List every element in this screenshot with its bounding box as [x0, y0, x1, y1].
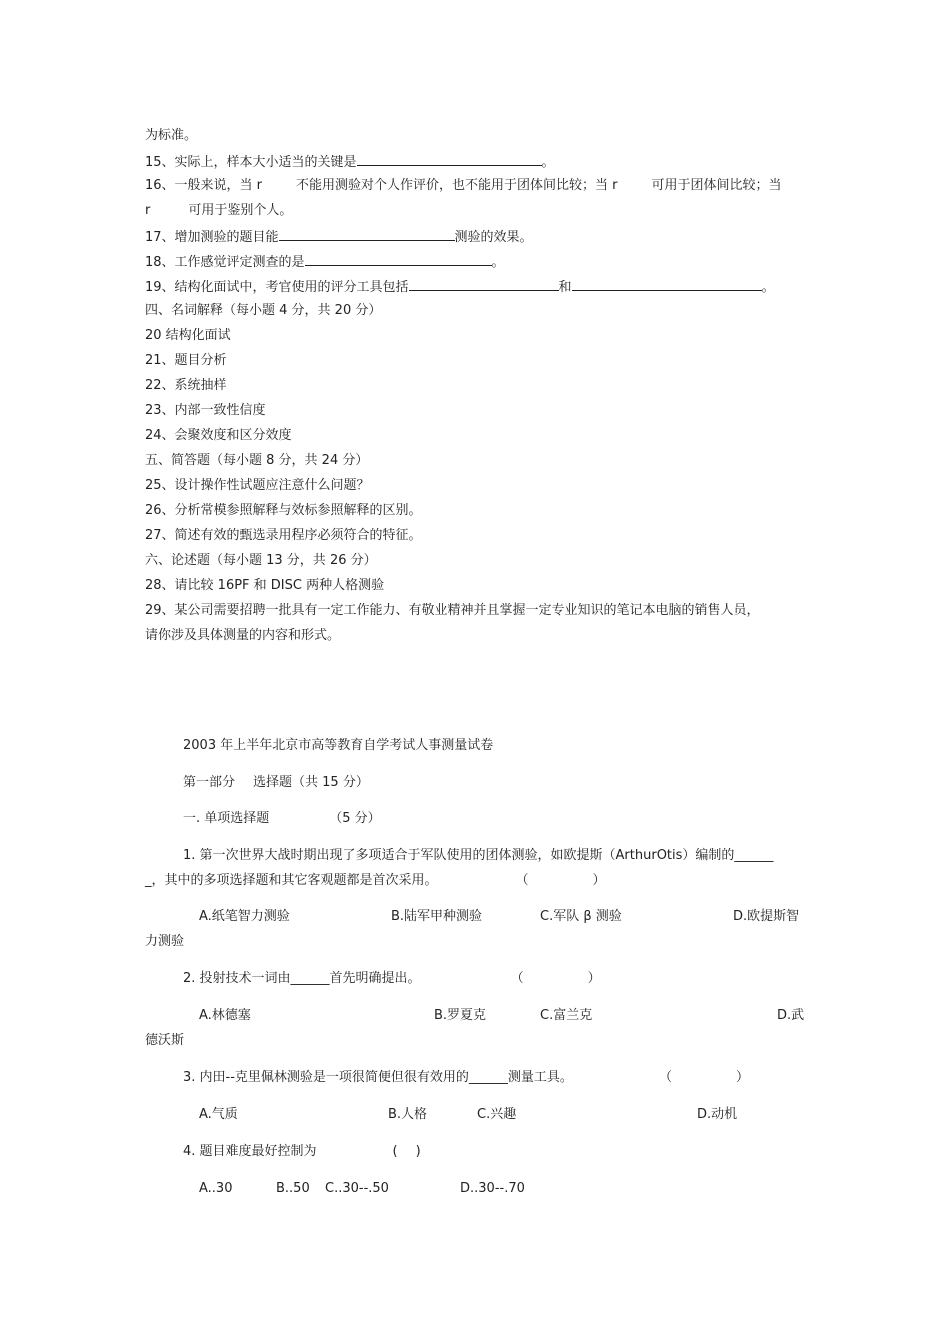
question-29-continued: 请你涉及具体测量的内容和形式。 — [145, 628, 341, 643]
answer-blank — [409, 277, 559, 291]
option-c: C.富兰克 — [540, 1008, 593, 1023]
question-3: 3. 内田--克里佩林测验是一项很简便但很有效用的______测量工具。 （ ） — [183, 1070, 749, 1085]
question-1-continued: _，其中的多项选择题和其它客观题都是首次采用。 （ ） — [145, 873, 606, 888]
part-heading: 第一部分 选择题（共 15 分） — [183, 775, 369, 790]
option-a: A..30 — [199, 1181, 233, 1196]
option-d: D.武 — [777, 1008, 805, 1023]
option-b: B.陆军甲种测验 — [391, 909, 483, 924]
answer-blank — [305, 252, 492, 266]
question-4: 4. 题目难度最好控制为 ( ) — [183, 1144, 421, 1159]
question-2: 2. 投射技术一词由______首先明确提出。 （ ） — [183, 971, 601, 986]
question-16: 16、一般来说，当 r 不能用测验对个人作评价，也不能用于团体间比较；当 r 可用于团体间比较；当 — [145, 178, 782, 193]
question-29: 29、某公司需要招聘一批具有一定工作能力、有敬业精神并且掌握一定专业知识的笔记本电脑的销售人员， — [145, 603, 760, 618]
option-d-continued: 力测验 — [145, 934, 185, 949]
question-25: 25、设计操作性试题应注意什么问题？ — [145, 478, 370, 493]
option-c: C.军队 β 测验 — [540, 909, 622, 924]
option-b: B..50 — [276, 1181, 310, 1196]
section-heading-6: 六、论述题（每小题 13 分，共 26 分） — [145, 553, 377, 568]
option-a: A.林德塞 — [199, 1008, 251, 1023]
question-24: 24、会聚效度和区分效度 — [145, 428, 292, 443]
option-d: D..30--.70 — [460, 1181, 525, 1196]
option-b: B.罗夏克 — [434, 1008, 487, 1023]
option-b: B.人格 — [388, 1107, 428, 1122]
question-27: 27、简述有效的甄选录用程序必须符合的特征。 — [145, 528, 422, 543]
question-15: 15、实际上，样本大小适当的关键是 。 — [145, 152, 555, 172]
option-c: C..30--.50 — [325, 1181, 389, 1196]
section-heading-single-choice: 一. 单项选择题 （5 分） — [183, 811, 381, 826]
option-c: C.兴趣 — [477, 1107, 517, 1122]
answer-blank — [279, 227, 455, 241]
question-17: 17、增加测验的题目能 测验的效果。 — [145, 227, 533, 247]
question-16-continued: r 可用于鉴别个人。 — [145, 203, 293, 218]
question-20: 20 结构化面试 — [145, 328, 231, 343]
question-28: 28、请比较 16PF 和 DISC 两种人格测验 — [145, 578, 385, 593]
option-d-continued: 德沃斯 — [145, 1033, 185, 1048]
question-26: 26、分析常模参照解释与效标参照解释的区别。 — [145, 503, 422, 518]
question-19: 19、结构化面试中，考官使用的评分工具包括 和 。 — [145, 277, 775, 297]
question-1: 1. 第一次世界大战时期出现了多项适合于军队使用的团体测验，如欧提斯（ArthurOtis）编制的______ — [183, 848, 774, 863]
option-d: D.欧提斯智 — [733, 909, 800, 924]
option-a: A.纸笔智力测验 — [199, 909, 290, 924]
section-heading-4: 四、名词解释（每小题 4 分，共 20 分） — [145, 303, 382, 318]
question-21: 21、题目分析 — [145, 353, 227, 368]
question-18: 18、工作感觉评定测查的是 。 — [145, 252, 505, 272]
answer-blank — [357, 152, 542, 166]
option-d: D.动机 — [697, 1107, 738, 1122]
answer-blank — [572, 277, 762, 291]
option-a: A.气质 — [199, 1107, 238, 1122]
exam-title: 2003 年上半年北京市高等教育自学考试人事测量试卷 — [183, 738, 494, 753]
question-23: 23、内部一致性信度 — [145, 403, 266, 418]
question-22: 22、系统抽样 — [145, 378, 227, 393]
text-line-continuation: 为标准。 — [145, 128, 198, 143]
section-heading-5: 五、简答题（每小题 8 分，共 24 分） — [145, 453, 369, 468]
